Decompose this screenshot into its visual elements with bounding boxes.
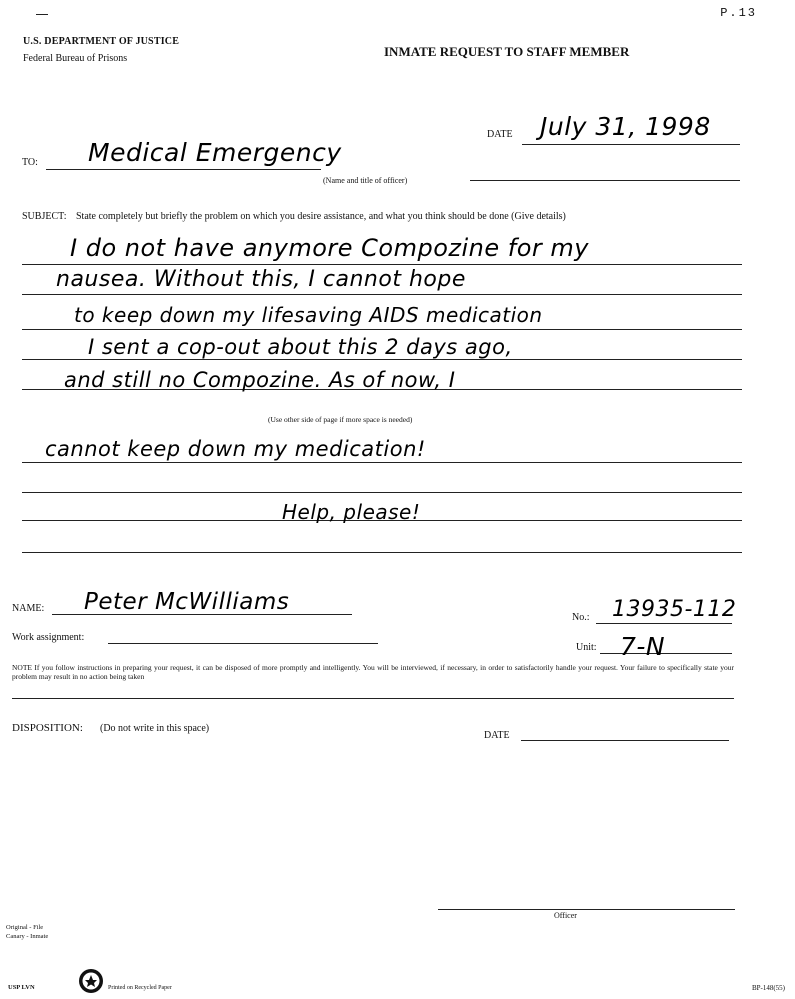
subject-line-4 xyxy=(22,359,742,360)
form-number: BP-148(55) xyxy=(751,984,785,992)
note-text: NOTE If you follow instructions in preparing your request, it can be disposed of more promptly and intelligently. You will be interviewed, if necessary, in order to satisfactorily handle your request. Your failure to specifically state your problem may result in no action being taken xyxy=(12,663,734,681)
number-value: 13935-112 xyxy=(612,597,737,622)
subject-text-line-5: and still no Compozine. As of now, I xyxy=(64,368,456,392)
subject-line-1 xyxy=(22,264,742,265)
form-title: INMATE REQUEST TO STAFF MEMBER xyxy=(384,44,630,59)
subject-line-2 xyxy=(22,294,742,295)
note-rule xyxy=(12,698,734,699)
date-label: DATE xyxy=(487,129,513,140)
recycled-paper-note: Printed on Recycled Paper xyxy=(108,985,172,991)
page-marker: P.13 xyxy=(720,6,757,20)
disposition-label: DISPOSITION: xyxy=(12,722,83,734)
distribution-original: Original - File xyxy=(6,924,44,931)
unit-label: Unit: xyxy=(576,642,597,653)
unit-value: 7-N xyxy=(620,632,666,661)
subject-instructions: State completely but briefly the problem on which you desire assistance, and what you think should be done (Give details) xyxy=(76,211,566,222)
distribution-canary: Canary - Inmate xyxy=(6,933,49,940)
name-label: NAME: xyxy=(12,603,45,614)
printer-code: USP LVN xyxy=(8,984,35,991)
to-line xyxy=(46,169,321,170)
work-assignment-line xyxy=(108,643,378,644)
fax-tick xyxy=(36,14,48,15)
disposition-date-line xyxy=(521,740,729,741)
disposition-date-label: DATE xyxy=(484,730,510,741)
agency-name: U.S. DEPARTMENT OF JUSTICE xyxy=(23,36,180,47)
name-value: Peter McWilliams xyxy=(84,589,290,615)
subject-line-9 xyxy=(22,552,742,553)
officer-line xyxy=(438,909,735,910)
disposition-instruction: (Do not write in this space) xyxy=(100,723,210,734)
subject-line-7 xyxy=(22,492,742,493)
bureau-name: Federal Bureau of Prisons xyxy=(23,53,128,64)
overflow-note: (Use other side of page if more space is needed) xyxy=(268,415,413,424)
subject-line-3 xyxy=(22,329,742,330)
work-assignment-label: Work assignment: xyxy=(12,632,85,643)
number-label: No.: xyxy=(572,612,590,623)
subject-text-line-7: Help, please! xyxy=(282,500,421,524)
subject-text-line-6: cannot keep down my medication! xyxy=(45,437,426,461)
subject-text-line-4: I sent a cop-out about this 2 days ago, xyxy=(88,335,513,359)
subject-text-line-2: nausea. Without this, I cannot hope xyxy=(56,267,466,292)
subject-text-line-3: to keep down my lifesaving AIDS medication xyxy=(74,303,543,327)
recycle-seal-icon xyxy=(78,968,104,994)
to-caption: (Name and title of officer) xyxy=(323,176,408,185)
number-line xyxy=(596,623,732,624)
subject-label: SUBJECT: xyxy=(22,211,67,222)
to-value: Medical Emergency xyxy=(88,138,342,167)
subject-text-line-1: I do not have anymore Compozine for my xyxy=(70,234,589,262)
to-label: TO: xyxy=(22,157,38,168)
officer-label: Officer xyxy=(554,911,577,920)
to-line-right xyxy=(470,180,740,181)
date-value: July 31, 1998 xyxy=(540,112,711,141)
subject-line-6 xyxy=(22,462,742,463)
date-line xyxy=(522,144,740,145)
